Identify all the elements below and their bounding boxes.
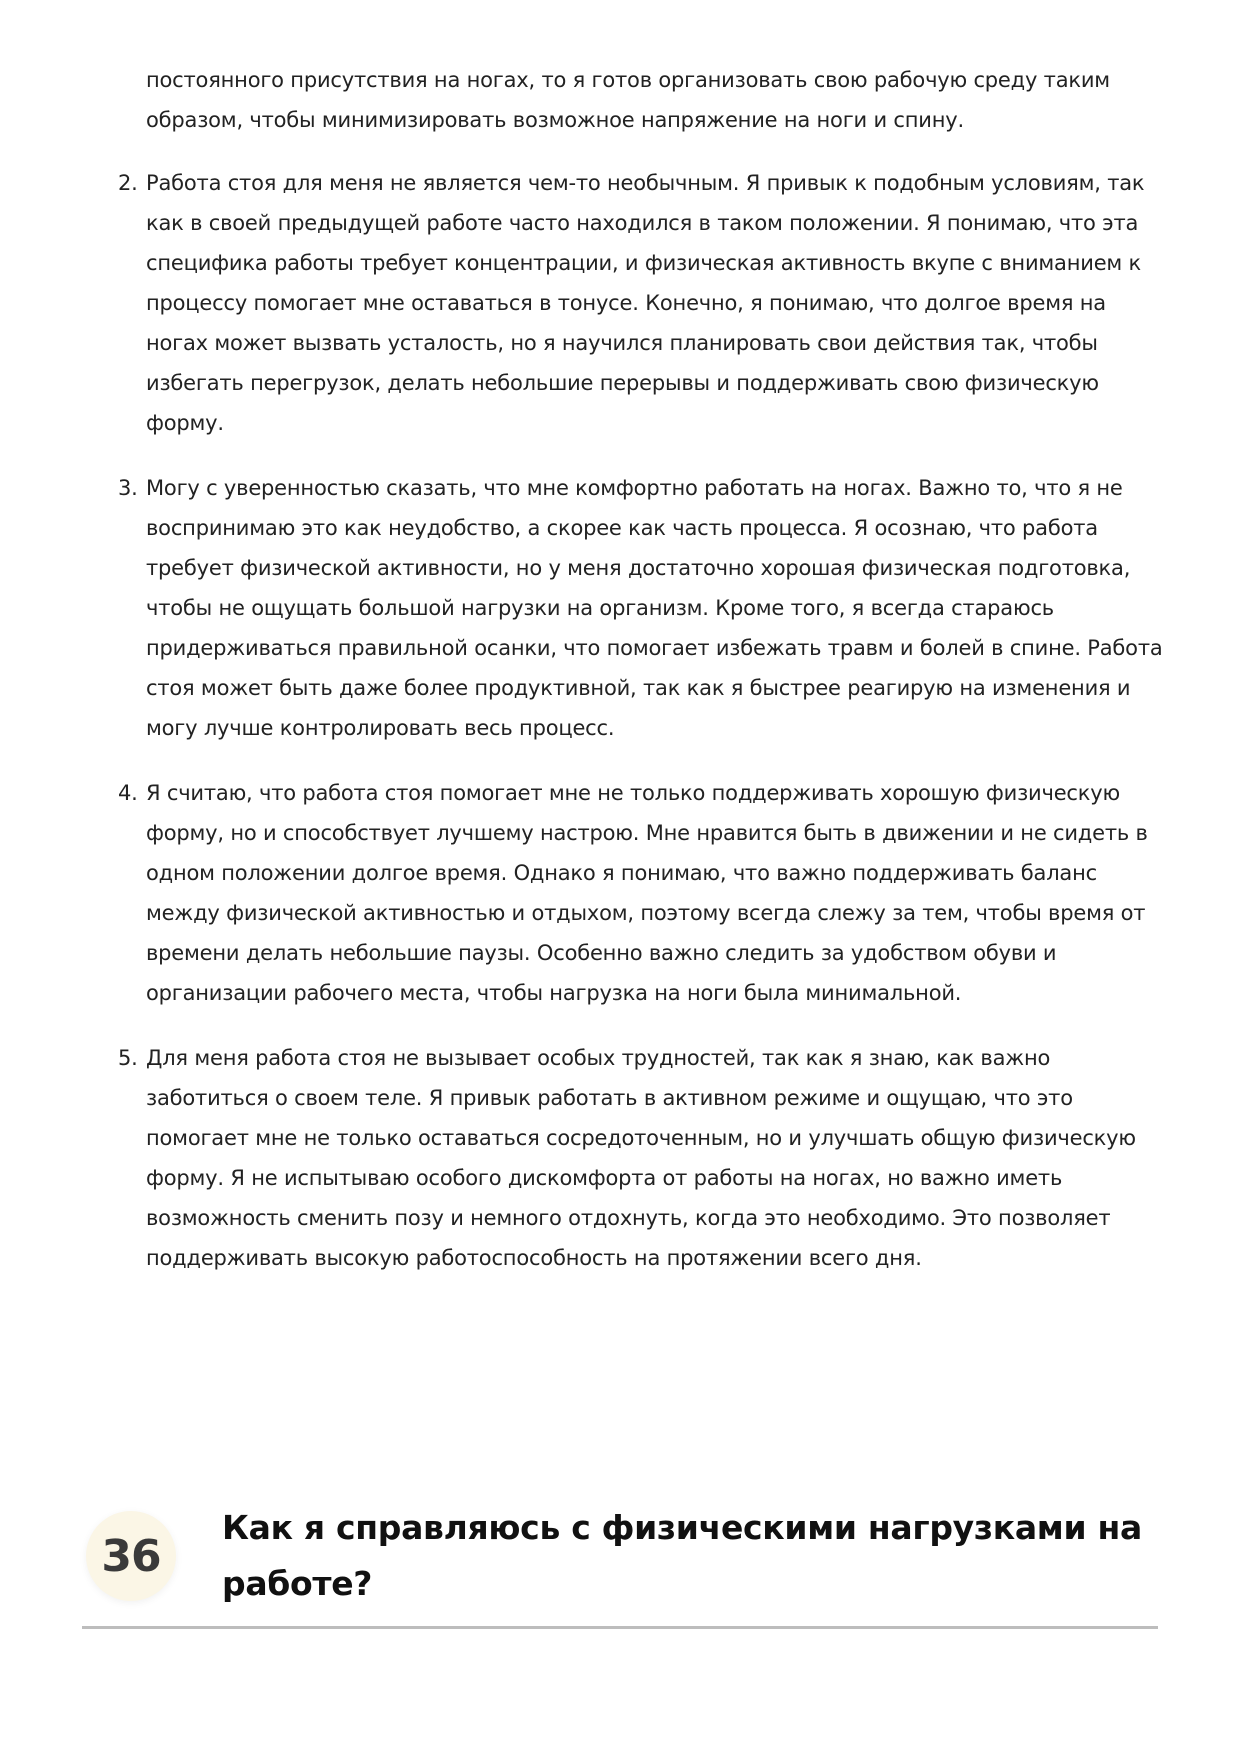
question-title: Как я справляюсь с физическими нагрузками на работе? — [222, 1508, 1142, 1603]
answer-list — [118, 163, 1166, 1303]
previous-answer-continuation: постоянного присутствия на ногах, то я готов организовать свою рабочую среду таким образом, чтобы минимизировать возможное напряжение на ноги и спину. — [146, 68, 1110, 132]
answer-number: 5. — [118, 1046, 138, 1070]
answer-text: Могу с уверенностью сказать, что мне комфортно работать на ногах. Важно то, что я не воспринимаю это как неудобство, а скорее как часть процесса. Я осознаю, что работа требует физической активности, но у меня достаточно хорошая физическая подготовка, чтобы не ощущать большой нагрузки на организм. Кроме того, я всегда стараюсь придерживаться правильной осанки, что помогает избежать травм и болей в спине. Работа стоя может быть даже более продуктивной, так как я быстрее реагирую на изменения и могу лучше контролировать весь процесс. — [146, 476, 1163, 740]
answer-number: 3. — [118, 476, 138, 500]
answer-item — [118, 773, 1166, 1013]
answer-text: Для меня работа стоя не вызывает особых трудностей, так как я знаю, как важно заботиться о своем теле. Я привык работать в активном режиме и ощущаю, что это помогает мне не только оставаться сосредоточенным, но и улучшать общую физическую форму. Я не испытываю особого дискомфорта от работы на ногах, но важно иметь возможность сменить позу и немного отдохнуть, когда это необходимо. Это позволяет поддерживать высокую работоспособность на протяжении всего дня. — [146, 1046, 1136, 1270]
answer-text: Работа стоя для меня не является чем-то необычным. Я привык к подобным условиям, так как в своей предыдущей работе часто находился в таком положении. Я понимаю, что эта специфика работы требует концентрации, и физическая активность вкупе с вниманием к процессу помогает мне оставаться в тонусе. Конечно, я понимаю, что долгое время на ногах может вызвать усталость, но я научился планировать свои действия так, чтобы избегать перегрузок, делать небольшие перерывы и поддерживать свою физическую форму. — [146, 171, 1145, 435]
answer-item — [118, 163, 1166, 443]
answer-text: Я считаю, что работа стоя помогает мне не только поддерживать хорошую физическую форму, но и способствует лучшему настрою. Мне нравится быть в движении и не сидеть в одном положении долгое время. Однако я понимаю, что важно поддерживать баланс между физической активностью и отдыхом, поэтому всегда слежу за тем, чтобы время от времени делать небольшие паузы. Особенно важно следить за удобством обуви и организации рабочего места, чтобы нагрузка на ноги была минимальной. — [146, 781, 1148, 1005]
answer-item — [118, 1038, 1166, 1278]
answer-number: 4. — [118, 781, 138, 805]
question-number-badge: 36 — [86, 1511, 176, 1601]
answer-number: 2. — [118, 171, 138, 195]
answer-item — [118, 468, 1166, 748]
question-header — [82, 1500, 1158, 1629]
